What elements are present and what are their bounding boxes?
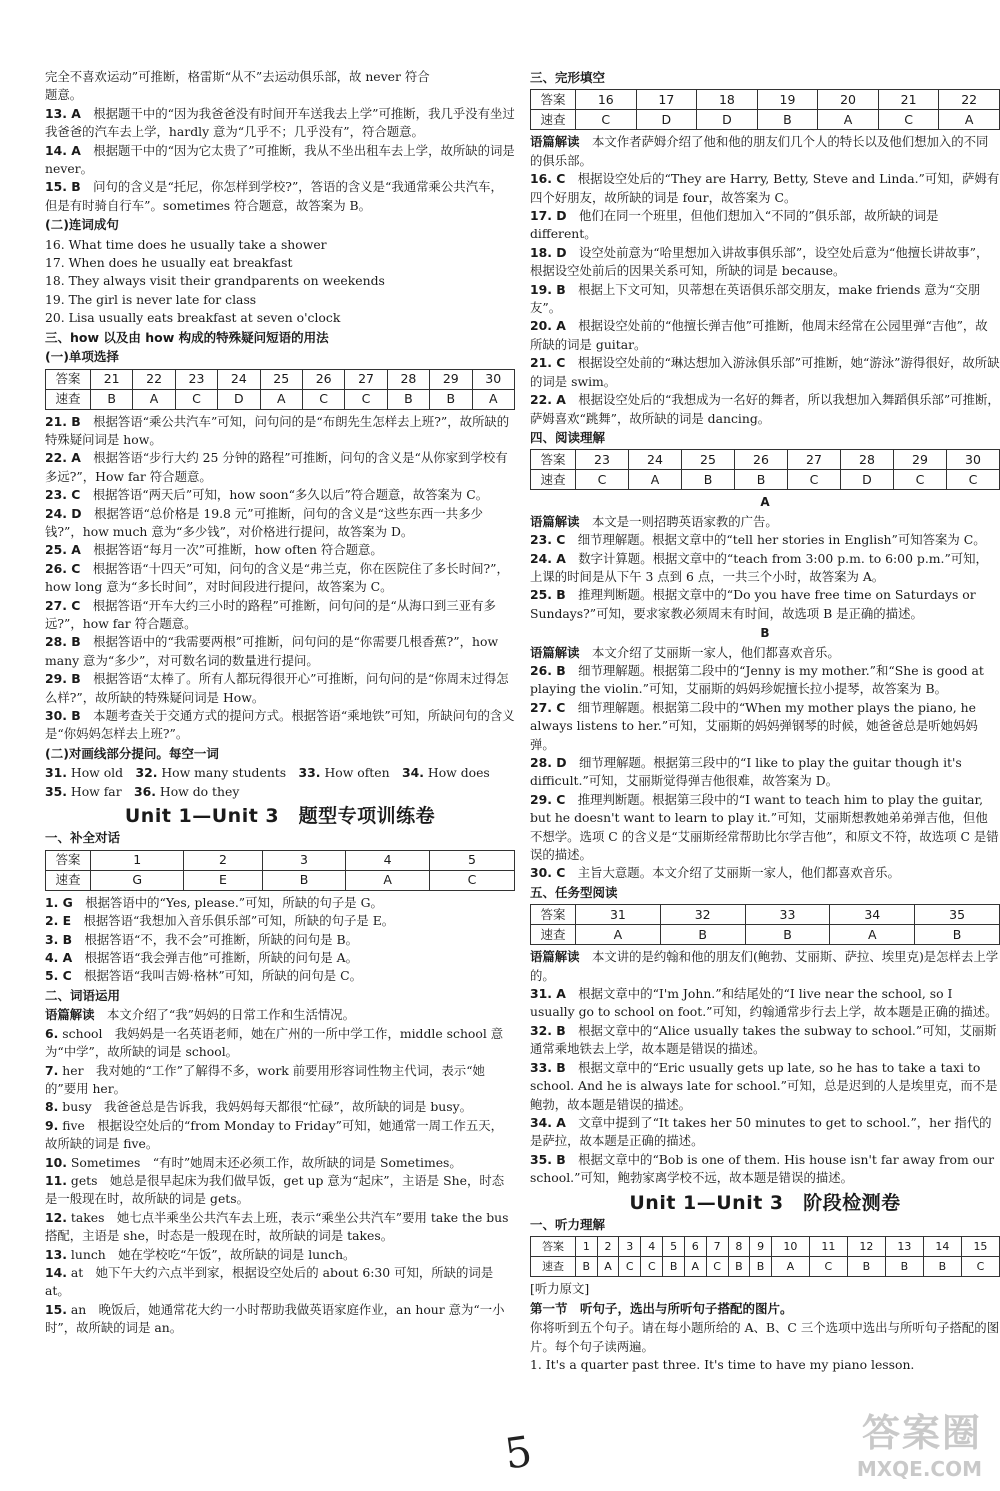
- answer-table: 答案 23 24 25 26 27 28 29 30 速查 C A B B C D C C: [530, 449, 1000, 490]
- answer-item: 5. C 根据答语“我叫吉姆·格林”可知，所缺的问句是 C。: [45, 968, 362, 984]
- watermark-url: MXQE.COM: [856, 1457, 982, 1481]
- answer-item: 13. A 根据题干中的“因为我爸爸没有时间开车送我去上学”可推断，我几乎没有坐过我爸爸的汽车去上学，hardly 意为“几乎不；几乎没有”，符合题意。: [45, 105, 515, 140]
- answer-item: 27. C 根据答语“开车大约三小时的路程”可推断，问句问的是“从海口到三亚有多远?”，how far 符合题意。: [45, 597, 496, 631]
- answer-table: 答案 31 32 33 34 35 速查 A B B A B: [530, 904, 1000, 945]
- answer-item: 19. B 根据上下文可知，贝蒂想在英语俱乐部交朋友，make friends 意为“交朋友”。: [530, 281, 981, 316]
- answer-item: 15. B 问句的含义是“托尼，你怎样到学校?”，答语的含义是“我通常乘公共汽车，但是有时骑自行车”。sometimes 符合题意，故答案为 B。: [45, 179, 503, 213]
- answer-item: 6. school 我妈妈是一名英语老师，她在广州的一所中学工作，middle school 意为“中学”，故所缺的词是 school。: [45, 1025, 504, 1060]
- sentence-line: 18. They always visit their grandparents on weekends: [45, 273, 385, 289]
- answer-item: 25. A 根据答语“每月一次”可推断，how often 符合题意。: [45, 542, 383, 558]
- passage-intro: 语篇解读 本文介绍了艾丽斯一家人，他们都喜欢音乐。: [530, 644, 840, 660]
- answer-item: 31. A 根据文章中的“I'm John.”和结尾处的“I live near the school, so I usually go to school on foot.”可知，约翰通常步行去上学，故本题是正确的描述。: [530, 986, 998, 1020]
- answer-item: 34. A 文章中提到了“It takes her 50 minutes to get to school.”，her 指代的是萨拉，故本题是正确的描述。: [530, 1114, 992, 1149]
- section-heading: 第一节 听句子，选出与所听句子搭配的图片。: [530, 1300, 793, 1316]
- answer-item: 33. B 根据文章中的“Eric usually gets up late, so he has to take a taxi to school. And he is always late for school.”可知，总是迟到的人是埃里克，而不是鲍勃，故本题是错误的描述。: [530, 1059, 998, 1112]
- answer-item: 26. B 细节理解题。根据第二段中的“Jenny is my mother.”和“She is good at playing the violin.”可知，艾丽斯的妈妈珍妮擅长拉小提琴，故答案为 B。: [530, 662, 984, 697]
- section-heading: 一、听力理解: [530, 1216, 606, 1232]
- passage-intro: 语篇解读 本文讲的是约翰和他的朋友们(鲍勃、艾丽斯、萨拉、埃里克)是怎样去上学的。: [530, 949, 999, 983]
- answer-item: 21. B 根据答语“乘公共汽车”可知，问句问的是“布朗先生怎样去上班?”，故所缺的特殊疑问词是 how。: [45, 413, 510, 447]
- answer-item: 8. busy 我爸爸总是告诉我，我妈妈每天都很“忙碌”，故所缺的词是 busy。: [45, 1099, 473, 1115]
- sentence-line: 19. The girl is never late for class: [45, 291, 257, 307]
- section-heading: 四、阅读理解: [530, 429, 606, 445]
- answer-item: 24. D 根据答语“总价格是 19.8 元”可推断，问句的含义是“这些东西一共多少钱?”，how much 意为“多少钱”，对价格进行提问，故答案为 D。: [45, 505, 483, 539]
- passage-intro: 语篇解读 本文是一则招聘英语家教的广告。: [530, 513, 778, 529]
- instructions: 你将听到五个句子。请在每小题所给的 A、B、C 三个选项中选出与所听句子搭配的图片。每个句子读两遍。: [530, 1320, 1000, 1354]
- answer-table: 答案 16 17 18 19 20 21 22 速查 C D D B A C A: [530, 89, 1000, 130]
- section-heading: (一)单项选择: [45, 349, 119, 365]
- left-column: [45, 0, 515, 1338]
- answer-item: 30. B 本题考查关于交通方式的提问方式。根据答语“乘地铁”可知，所缺问句的含义是“你妈妈怎样去上班?”。: [45, 708, 515, 742]
- answer-item: 7. her 我对她的“工作”了解得不多，work 前要用形容词性物主代词，表示“她的”要用 her。: [45, 1062, 485, 1096]
- right-column: [530, 0, 1000, 1374]
- section-heading: 五、任务型阅读: [530, 884, 618, 900]
- answer-item: 16. C 根据设空处后的“They are Harry, Betty, Steve and Linda.”可知，萨姆有四个好朋友，故所缺的词是 four，故答案为 C。: [530, 171, 1000, 205]
- answer-item: 17. D 他们在同一个班里，但他们想加入“不同的”俱乐部，故所缺的词是 different。: [530, 208, 939, 242]
- watermark-text: 答案圈: [861, 1411, 982, 1455]
- answer-item: 14. at 她下午大约六点半到家，根据设空处后的 about 6:30 可知，所缺的词是 at。: [45, 1264, 494, 1299]
- answer-item: 15. an 晚饭后，她通常花大约一小时帮助我做英语家庭作业，an hour 意为“一小时”，故所缺的词是 an。: [45, 1301, 505, 1336]
- answer-item: 23. C 细节理解题。根据文章中的“tell her stories in English”可知答案为 C。: [530, 532, 986, 548]
- passage-label: B: [760, 626, 770, 641]
- section-heading: 三、完形填空: [530, 70, 606, 85]
- page-number: 5: [501, 1426, 536, 1479]
- answer-item: 24. A 数字计算题。根据文章中的“teach from 3:00 p.m. to 6:00 p.m.”可知，上课的时间是从下午 3 点到 6 点，一共三个小时，故答案为 A。: [530, 550, 988, 584]
- answer-item: 25. B 推理判断题。根据文章中的“Do you have free time on Saturdays or Sundays?”可知，要求家教必须周末有时间，故选项 B 是正确的描述。: [530, 587, 976, 621]
- listening-label: [听力原文]: [530, 1281, 590, 1297]
- answer-item: 30. C 主旨大意题。本文介绍了艾丽斯一家人，他们都喜欢音乐。: [530, 865, 900, 881]
- answer-item: 9. five 根据设空处后的“from Monday to Friday”可知，她通常一周工作五天，故所缺的词是 five。: [45, 1117, 503, 1152]
- section-heading: 二、词语运用: [45, 987, 121, 1003]
- unit-title: Unit 1—Unit 3 题型专项训练卷: [124, 805, 436, 828]
- answer-item: 26. C 根据答语“十四天”可知，问句的含义是“弗兰克，你在医院住了多长时间?”，how long 意为“多长时间”，对时间段进行提问，故答案为 C。: [45, 560, 509, 595]
- answer-table: 答案 1 2 3 4 5 6 7 8 9 10 11 12 13 14 15 速查 B A C C B A C B B A C B B B C: [530, 1236, 1000, 1277]
- answer-item: 4. A 根据答语“我会弹吉他”可推断，所缺的问句是 A。: [45, 950, 358, 966]
- answer-item: 3. B 根据答语“不，我不会”可推断，所缺的问句是 B。: [45, 931, 359, 947]
- answer-item: 18. D 设空处前意为“哈里想加入讲故事俱乐部”，设空处后意为“他擅长讲故事”，根据设空处前后的因果关系可知，所缺的词是 because。: [530, 244, 989, 279]
- answer-item: 35. B 根据文章中的“Bob is one of them. His house isn't far away from our school.”可知，鲍勃家离学校不远，故本题是错误的描述。: [530, 1151, 995, 1186]
- sentence-line: 16. What time does he usually take a shower: [45, 236, 327, 252]
- answer-item: 28. D 细节理解题。根据第三段中的“I like to play the guitar though it's difficult.”可知，艾丽斯觉得弹吉他很难，故答案为 D。: [530, 755, 962, 789]
- answer-item: 29. C 推理判断题。根据第三段中的“I want to teach him to play the guitar, but he doesn't want to learn to play it.”可知，艾丽斯想教她弟弟弹吉他，但他不想学。选项 C 的含义是“艾丽斯经常帮助比尔学吉他”，和原文不符，故选项 C 是错误的描述。: [530, 791, 999, 863]
- sentence-line: 20. Lisa usually eats breakfast at seven o'clock: [45, 310, 341, 326]
- watermark: [857, 1402, 982, 1481]
- answer-table: 答案 1 2 3 4 5 速查 G E B A C: [45, 850, 515, 891]
- unit-title: Unit 1—Unit 3 阶段检测卷: [629, 1191, 901, 1214]
- answer-line: 31. How old 32. How many students 33. How often 34. How does: [45, 765, 490, 781]
- answer-item: 22. A 根据答语“步行大约 25 分钟的路程”可推断，问句的含义是“从你家到学校有多远?”，How far 符合题意。: [45, 450, 508, 484]
- answer-line: 35. How far 36. How do they: [45, 783, 240, 799]
- answer-item: 29. B 根据答语“太棒了。所有人都玩得很开心”可推断，问句问的是“你周末过得怎么样?”，故所缺的特殊疑问词是 How。: [45, 671, 509, 705]
- section-heading: (二)连词成句: [45, 217, 119, 233]
- answer-item: 1. G 根据答语中的“Yes, please.”可知，所缺的句子是 G。: [45, 894, 383, 910]
- listening-sentence: 1. It's a quarter past three. It's time to have my piano lesson.: [530, 1356, 915, 1372]
- answer-item: 13. lunch 她在学校吃“午饭”，故所缺的词是 lunch。: [45, 1246, 356, 1262]
- answer-item: 21. C 根据设空处前的“琳达想加入游泳俱乐部”可推断，她“游泳”游得很好，故所缺的词是 swim。: [530, 355, 1000, 389]
- section-heading: 三、how 以及由 how 构成的特殊疑问短语的用法: [45, 329, 329, 345]
- answer-item: 12. takes 她七点半乘坐公共汽车去上班，表示“乘坐公共汽车”要用 take the bus 搭配，主语是 she，时态是一般现在时，故所缺的词是 takes。: [45, 1209, 509, 1244]
- intro-line: 完全不喜欢运动”可推断，格雷斯“从不”去运动俱乐部，故 never 符合 题意。: [45, 69, 430, 103]
- answer-item: 10. Sometimes “有时”她周末还必须工作，故所缺的词是 Sometimes。: [45, 1154, 462, 1170]
- passage-intro: 语篇解读 本文作者萨姆介绍了他和他的朋友们几个人的特长以及他们想加入的不同的俱乐部。: [530, 134, 989, 168]
- answer-item: 20. A 根据设空处前的“他擅长弹吉他”可推断，他周末经常在公园里弹“吉他”，故所缺的词是 guitar。: [530, 318, 988, 352]
- answer-item: 23. C 根据答语“两天后”可知，how soon“多久以后”符合题意，故答案为 C。: [45, 487, 489, 503]
- sentence-line: 17. When does he usually eat breakfast: [45, 255, 293, 271]
- section-heading: 一、补全对话: [45, 830, 121, 846]
- answer-table: 答案 21 22 23 24 25 26 27 28 29 30 速查 B A C D A C C B B A: [45, 369, 515, 410]
- answer-item: 22. A 根据设空处后的“我想成为一名好的舞者，所以我想加入舞蹈俱乐部”可推断，萨姆喜欢“跳舞”，故所缺的词是 dancing。: [530, 392, 1000, 426]
- answer-item: 27. C 细节理解题。根据第二段中的“When my mother plays the piano, he always listens to her.”可知，艾丽斯的妈妈弹钢琴的时候，她爸爸总是听她妈妈弹。: [530, 699, 978, 752]
- answer-item: 14. A 根据题干中的“因为它太贵了”可推断，我从不坐出租车去上学，故所缺的词是 never。: [45, 142, 515, 177]
- answer-item: 2. E 根据答语“我想加入音乐俱乐部”可知，所缺的句子是 E。: [45, 913, 395, 929]
- passage-intro: 语篇解读 本文介绍了“我”妈妈的日常工作和生活情况。: [45, 1007, 356, 1023]
- passage-label: A: [760, 495, 770, 510]
- answer-item: 11. gets 她总是很早起床为我们做早饭，get up 意为“起床”，主语是 She，时态是一般现在时，故所缺的词是 gets。: [45, 1172, 505, 1207]
- answer-item: 28. B 根据答语中的“我需要两根”可推断，问句问的是“你需要几根香蕉?”，how many 意为“多少”，对可数名词的数量进行提问。: [45, 634, 499, 668]
- answer-item: 32. B 根据文章中的“Alice usually takes the subway to school.”可知，艾丽斯通常乘地铁去上学，故本题是错误的描述。: [530, 1022, 997, 1057]
- section-heading: (二)对画线部分提问。每空一词: [45, 745, 219, 761]
